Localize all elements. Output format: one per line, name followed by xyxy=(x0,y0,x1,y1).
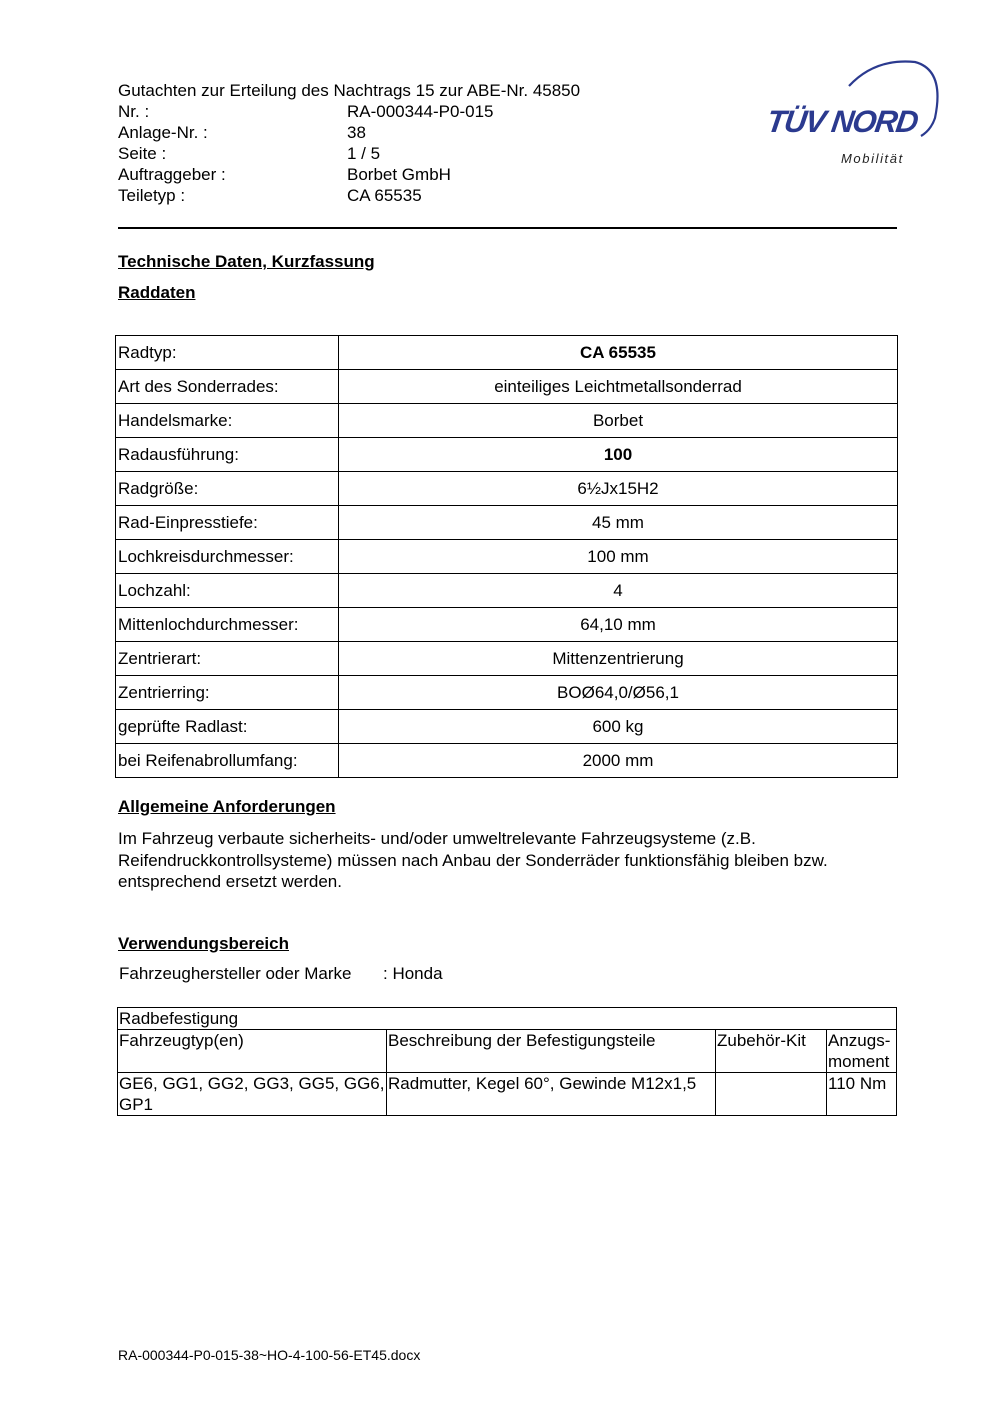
row-value: 64,10 mm xyxy=(339,608,898,642)
field-value: 1 / 5 xyxy=(347,144,381,163)
field-value: 38 xyxy=(347,123,366,142)
table-row xyxy=(116,370,898,404)
row-label: Radtyp: xyxy=(116,336,339,370)
maker-label: Fahrzeughersteller oder Marke xyxy=(119,964,352,983)
tuv-nord-logo xyxy=(765,58,943,173)
header-field-seite xyxy=(118,143,638,164)
cell-anzugsmoment: 110 Nm xyxy=(827,1073,897,1116)
header-field-auftraggeber xyxy=(118,164,638,185)
row-value: 2000 mm xyxy=(339,744,898,778)
row-label: Lochkreisdurchmesser: xyxy=(116,540,339,574)
radbefestigung-title: Radbefestigung xyxy=(118,1008,897,1030)
table-row xyxy=(116,676,898,710)
table-row xyxy=(116,404,898,438)
row-value: 4 xyxy=(339,574,898,608)
row-label: Radgröße: xyxy=(116,472,339,506)
table-row xyxy=(116,336,898,370)
row-value: 6½Jx15H2 xyxy=(339,472,898,506)
cell-zubehoer-kit xyxy=(716,1073,827,1116)
row-label: Art des Sonderrades: xyxy=(116,370,339,404)
row-label: Rad-Einpresstiefe: xyxy=(116,506,339,540)
maker-value: : Honda xyxy=(383,964,443,983)
header-fahrzeugtyp: Fahrzeugtyp(en) xyxy=(118,1030,387,1073)
header-field-nr xyxy=(118,101,638,122)
row-label: Zentrierart: xyxy=(116,642,339,676)
table-row xyxy=(118,1073,897,1116)
row-value: 100 xyxy=(339,438,898,472)
radbefestigung-table xyxy=(117,1007,897,1116)
field-value: RA-000344-P0-015 xyxy=(347,102,494,121)
field-label: Teiletyp : xyxy=(118,186,186,205)
row-value: CA 65535 xyxy=(339,336,898,370)
row-value: Borbet xyxy=(339,404,898,438)
field-value: CA 65535 xyxy=(347,186,422,205)
section-heading-technische-daten: Technische Daten, Kurzfassung xyxy=(118,252,375,271)
header-zubehoer-kit: Zubehör-Kit xyxy=(716,1030,827,1073)
table-row xyxy=(116,506,898,540)
cell-fahrzeugtyp: GE6, GG1, GG2, GG3, GG5, GG6, GP1 xyxy=(118,1073,387,1116)
field-label: Auftraggeber : xyxy=(118,165,226,184)
table-row xyxy=(116,540,898,574)
section-heading-verwendungsbereich: Verwendungsbereich xyxy=(118,934,289,953)
footer-filename: RA-000344-P0-015-38~HO-4-100-56-ET45.docx xyxy=(118,1347,421,1363)
header-divider xyxy=(118,227,897,229)
row-label: Mittenlochdurchmesser: xyxy=(116,608,339,642)
table-row xyxy=(116,642,898,676)
field-label: Nr. : xyxy=(118,102,150,121)
table-row xyxy=(116,744,898,778)
logo-wordmark: TÜV NORD xyxy=(764,104,920,139)
row-label: bei Reifenabrollumfang: xyxy=(116,744,339,778)
section-heading-raddaten: Raddaten xyxy=(118,283,196,302)
logo-subtitle: Mobilität xyxy=(841,151,904,166)
vehicle-maker-line xyxy=(119,964,443,984)
table-row xyxy=(116,608,898,642)
field-value: Borbet GmbH xyxy=(347,165,451,184)
row-value: 100 mm xyxy=(339,540,898,574)
row-label: Zentrierring: xyxy=(116,676,339,710)
table-row xyxy=(116,438,898,472)
table-header-row xyxy=(118,1030,897,1073)
row-label: geprüfte Radlast: xyxy=(116,710,339,744)
row-label: Lochzahl: xyxy=(116,574,339,608)
field-label: Anlage-Nr. : xyxy=(118,123,208,142)
table-row xyxy=(116,710,898,744)
row-value: BOØ64,0/Ø56,1 xyxy=(339,676,898,710)
header-anzugsmoment: Anzugs-moment xyxy=(827,1030,897,1073)
section-heading-allgemeine-anforderungen: Allgemeine Anforderungen xyxy=(118,797,336,816)
row-label: Handelsmarke: xyxy=(116,404,339,438)
header-field-anlage xyxy=(118,122,638,143)
field-label: Seite : xyxy=(118,144,167,163)
row-value: einteiliges Leichtmetallsonderrad xyxy=(339,370,898,404)
table-row xyxy=(116,574,898,608)
row-value: 45 mm xyxy=(339,506,898,540)
table-row xyxy=(116,472,898,506)
cell-beschreibung: Radmutter, Kegel 60°, Gewinde M12x1,5 xyxy=(387,1073,716,1116)
row-value: 600 kg xyxy=(339,710,898,744)
allgemeine-anforderungen-text: Im Fahrzeug verbaute sicherheits- und/oder umweltrelevante Fahrzeugsysteme (z.B. Reifendruckkontrollsysteme) müssen nach Anbau der Sonderräder funktionsfähig bleiben bzw. entsprechend ersetzt werden. xyxy=(118,829,828,891)
raddaten-table xyxy=(115,335,898,778)
table-title-row xyxy=(118,1008,897,1030)
report-title: Gutachten zur Erteilung des Nachtrags 15 zur ABE-Nr. 45850 xyxy=(118,81,581,100)
document-header xyxy=(118,80,638,206)
row-label: Radausführung: xyxy=(116,438,339,472)
header-field-teiletyp xyxy=(118,185,638,206)
header-beschreibung: Beschreibung der Befestigungsteile xyxy=(387,1030,716,1073)
row-value: Mittenzentrierung xyxy=(339,642,898,676)
